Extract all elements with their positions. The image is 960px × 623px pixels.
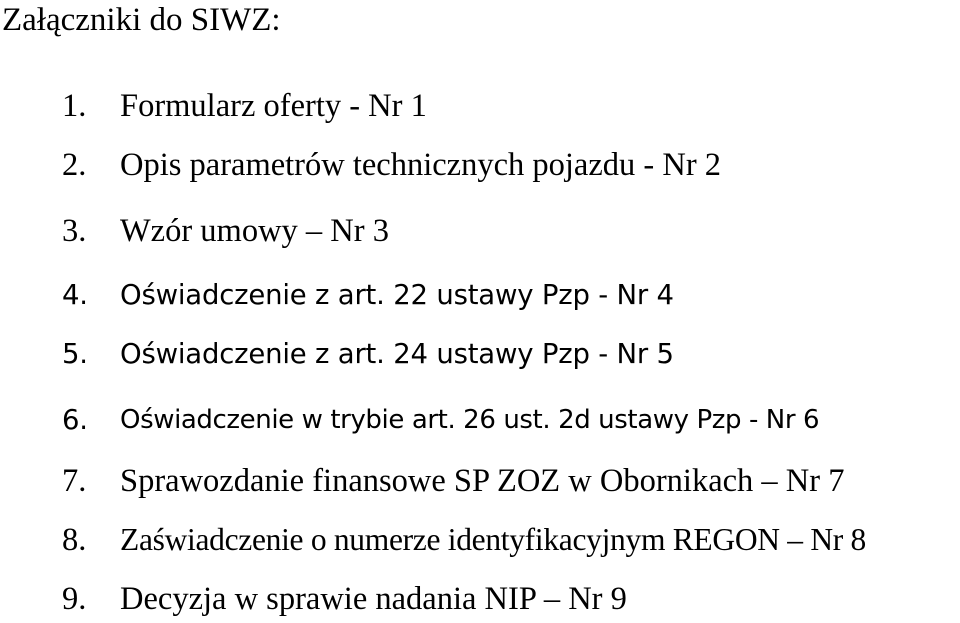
attachment-title: Sprawozdanie finansowe SP ZOZ w Obornikach – Nr 7: [120, 463, 845, 499]
attachment-title: Oświadczenie w trybie art. 26 ust. 2d ustawy Pzp - Nr 6: [120, 405, 820, 435]
attachment-title: Oświadczenie z art. 24 ustawy Pzp - Nr 5: [120, 338, 674, 370]
attachment-title: Decyzja w sprawie nadania NIP – Nr 9: [120, 581, 627, 617]
attachment-title: Opis parametrów technicznych pojazdu - Nr 2: [120, 147, 722, 183]
attachment-number: 1.: [62, 88, 87, 124]
attachment-number: 5.: [62, 338, 88, 370]
attachment-title: Formularz oferty - Nr 1: [120, 88, 427, 124]
attachment-title: Wzór umowy – Nr 3: [120, 213, 389, 249]
attachments-heading: Załączniki do SIWZ:: [2, 2, 281, 38]
attachment-title: Oświadczenie z art. 22 ustawy Pzp - Nr 4: [120, 279, 674, 311]
attachment-number: 3.: [62, 213, 87, 249]
attachment-number: 7.: [62, 463, 87, 499]
attachment-number: 8.: [62, 522, 87, 558]
attachment-number: 2.: [62, 147, 87, 183]
attachment-number: 6.: [62, 404, 88, 436]
attachment-number: 4.: [62, 279, 88, 311]
attachment-title: Zaświadczenie o numerze identyfikacyjnym REGON – Nr 8: [120, 522, 866, 557]
attachment-number: 9.: [62, 581, 87, 617]
